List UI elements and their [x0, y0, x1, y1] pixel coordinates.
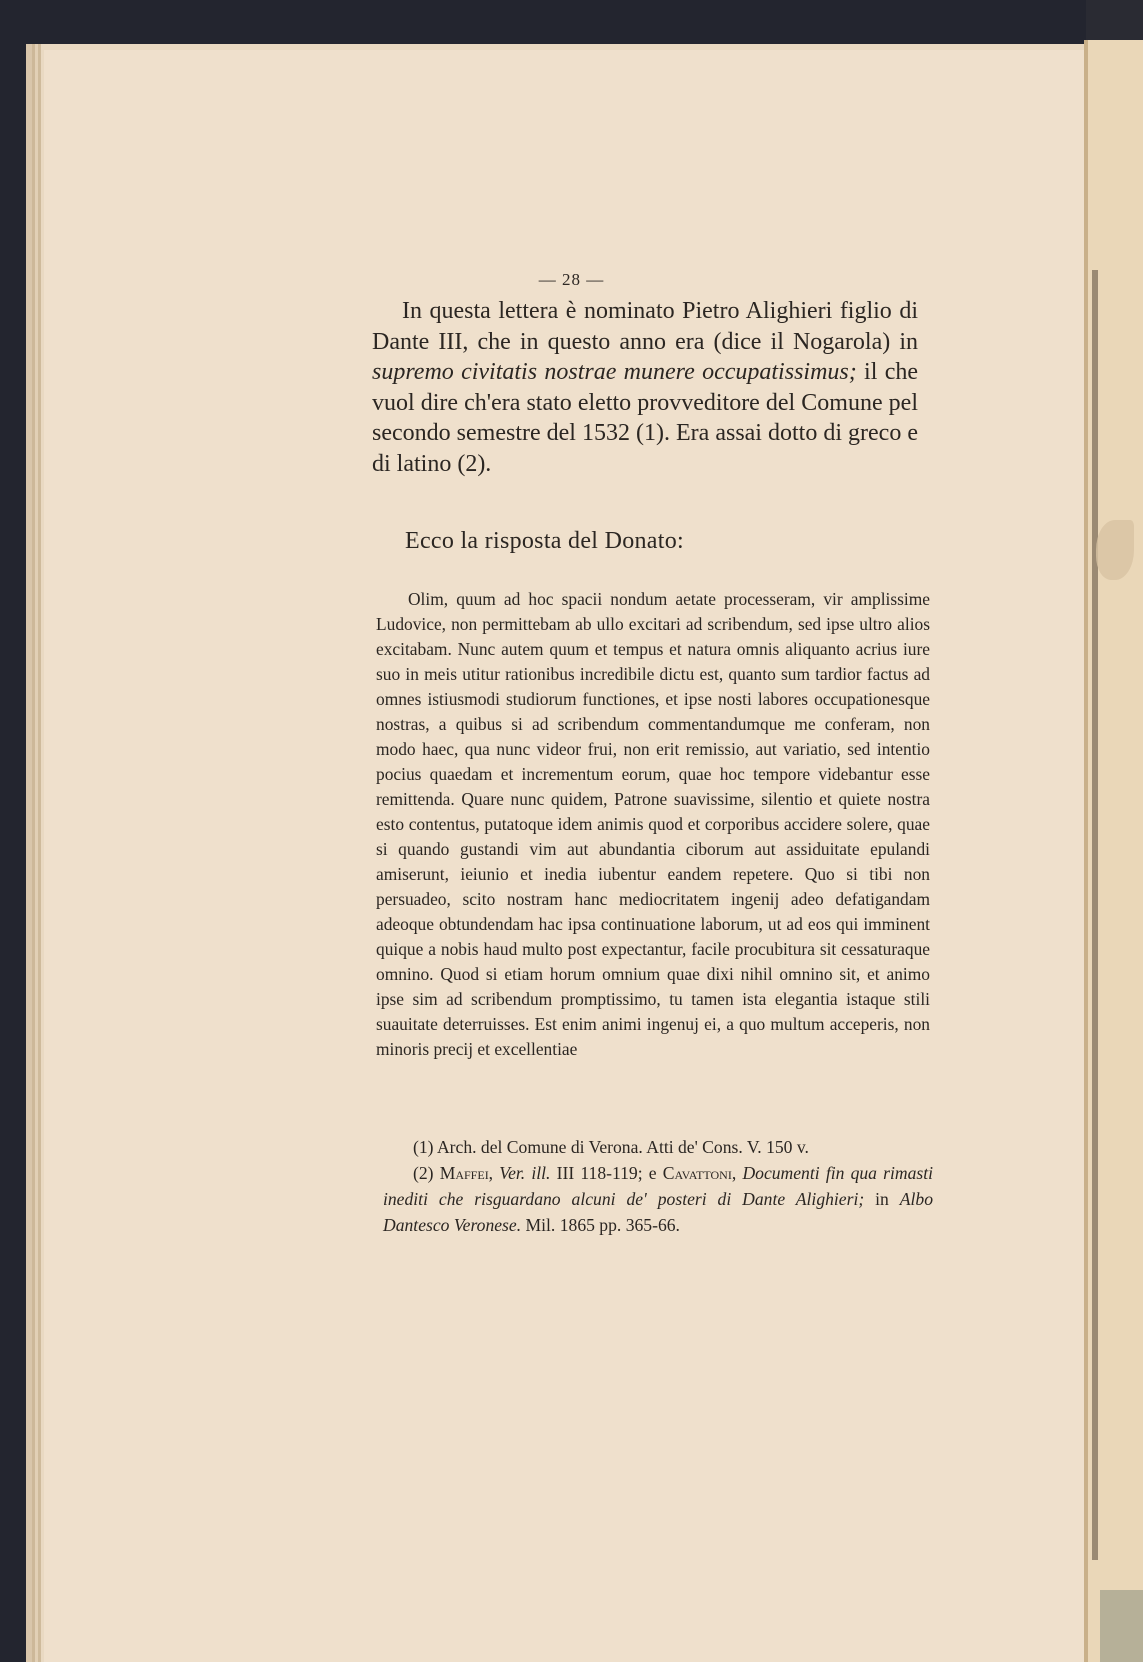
footnote-2-text-2: in [864, 1189, 900, 1209]
footnote-2-text-1: III 118-119; e [550, 1163, 663, 1183]
footnote-2-number: (2) [413, 1163, 440, 1183]
main-paragraph [372, 296, 918, 479]
footnote-2-text-3: Mil. 1865 pp. 365-66. [521, 1215, 680, 1235]
paper-tear [1096, 520, 1134, 580]
footnote-2-author-cavattoni: Cavattoni, [662, 1163, 737, 1183]
scan-dark-corner [1086, 0, 1143, 40]
footnote-2-title-1: Ver. ill. [499, 1163, 551, 1183]
footnote-2-title-3: Albo Dantesco Veronese. [383, 1189, 933, 1235]
page-number: — 28 — [538, 270, 605, 289]
footnote-2 [383, 1160, 933, 1238]
footnote-2-author-maffei: Maffei, [439, 1163, 494, 1183]
paragraph-text-1: In questa lettera è nominato Pietro Alighieri figlio di Dante III, che in questo anno era (dice il Nogarola) in [372, 298, 918, 355]
latin-letter [376, 587, 930, 1062]
latin-letter-text: Olim, quum ad hoc spacii nondum aetate processeram, vir amplissime Ludovice, non permittebam ab ullo excitari ad scribendum, sed ipse ultro alios excitabam. Nunc autem quum et tempus et natura omnis aliquanto acrius iure suo in meis utitur rationibus incredibile dictu est, quanto sum tardior factus ad omnes istiusmodi studiorum functiones, et ipse nosti labores occupationesque nostras, a quibus si ad scribendum commentandumque me conferam, non modo haec, qua nunc videor frui, non erit remissio, aut variatio, sed intentio pocius quaedam et incrementum eorum, quae hoc tempore videbantur esse remittenda. Quare nunc quidem, Patrone suavissime, silentio et quiete nostra esto contentus, putatoque idem animis quod et corporibus accidere solere, quae si quando gustandi vim aut abundantia ciborum aut assiduitate epulandi amiserunt, ieiunio et inedia iubentur eandem repetere. Quo si tibi non persuadeo, scito nostram hanc mediocritatem ingenij adeo defatigandam adeoque obtundendam hac ipsa continuatione laborum, ut ad eos qui imminent quique a nobis haud multo post expectantur, facile procubitura sit cessaturaque omnino. Quod si etiam horum omnium quae dixi nihil omnino sit, et animo ipse sim ad scribendum promptissimo, tu tamen ista elegantia istaque stili suauitate deterruisses. Est enim animi ingenuj ei, a quo multum acceperis, non minoris precij et excellentiae [376, 589, 930, 1059]
corner-stain [1100, 1590, 1143, 1662]
footnote-2-title-2: Documenti fin qua rimasti inediti che risguardano alcuni de' posteri di Dante Alighieri; [383, 1163, 933, 1209]
footnote-1: (1) Arch. del Comune di Verona. Atti de' Cons. V. 150 v. [413, 1137, 809, 1157]
paragraph-text-2: il che vuol dire ch'era stato eletto provveditore del Comune pel secondo semestre del 1532 (1). Era assai dotto di greco e di latino (2). [372, 359, 919, 477]
paragraph-italic-quote: supremo civitatis nostrae munere occupatissimus; [372, 359, 857, 385]
footnotes [383, 1134, 933, 1238]
binding-shadow [1092, 270, 1098, 1560]
section-heading: Ecco la risposta del Donato: [405, 528, 684, 554]
